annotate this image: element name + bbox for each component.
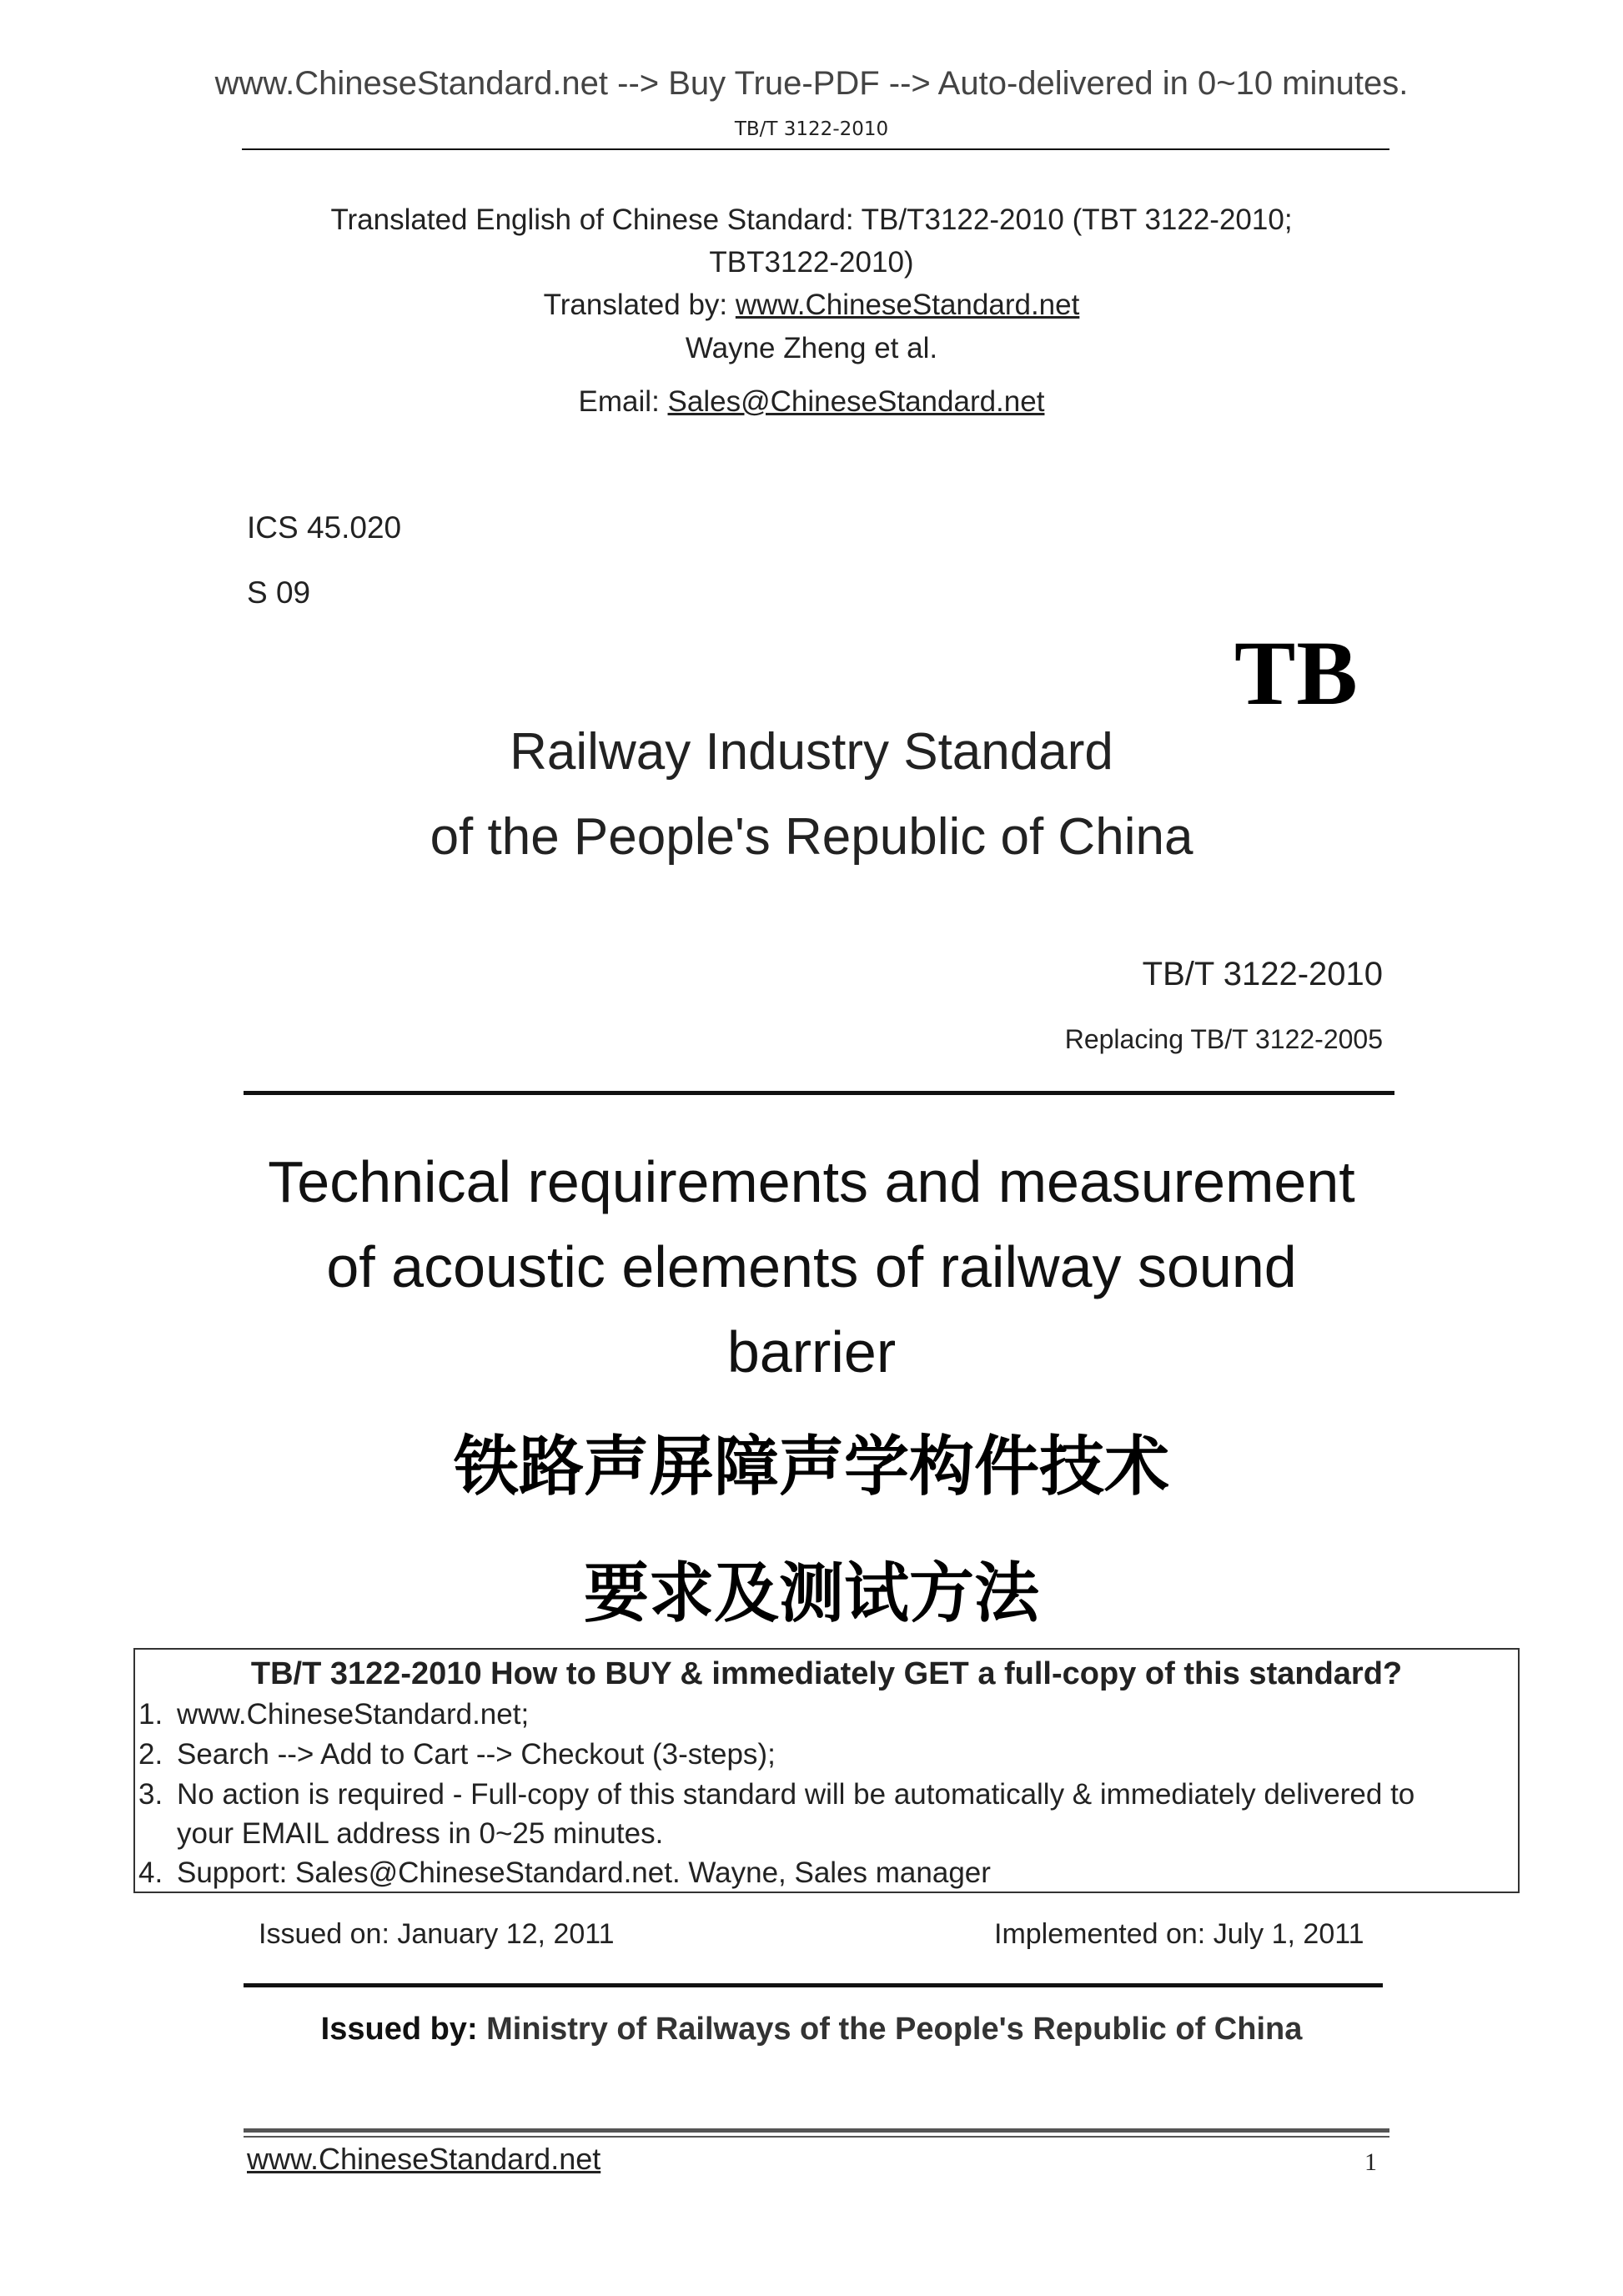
purchase-info-box (133, 1648, 1520, 1893)
purchase-step (138, 1738, 776, 1771)
standard-code: TB/T 3122-2010 (1142, 956, 1383, 992)
email-line (0, 385, 1623, 419)
page-number: 1 (1364, 2148, 1377, 2176)
purchase-step-continued (138, 1817, 663, 1851)
title-en-line-2: of acoustic elements of railway sound (326, 1234, 1297, 1299)
title-en-line-3: barrier (726, 1319, 897, 1384)
dates-divider (244, 1983, 1383, 1987)
translated-by (0, 289, 1623, 322)
title-cn-line-1: 铁路声屏障声学构件技术 (453, 1429, 1169, 1505)
step-text: No action is required - Full-copy of this standard will be automatically & immediately delivered to (177, 1778, 1415, 1811)
footer-divider-thick (244, 2128, 1389, 2133)
email-label: Email: (578, 385, 668, 418)
translated-by-link[interactable]: www.ChineseStandard.net (735, 289, 1080, 321)
ics-code: ICS 45.020 (247, 510, 402, 545)
step-number: 2. (138, 1738, 163, 1771)
translation-line-1: Translated English of Chinese Standard: TB/T3122-2010 (TBT 3122-2010; (330, 203, 1293, 236)
step-text[interactable]: www.ChineseStandard.net; (177, 1698, 530, 1731)
tb-logo: TB (1234, 622, 1359, 724)
purchase-step (138, 1698, 529, 1731)
issued-on-date: Issued on: January 12, 2011 (259, 1918, 615, 1950)
issued-by-label: Issued by: (320, 2012, 487, 2047)
translation-line-2: TBT3122-2010) (709, 246, 914, 279)
translators: Wayne Zheng et al. (685, 332, 938, 364)
email-link[interactable]: Sales@ChineseStandard.net (667, 385, 1045, 418)
running-header: TB/T 3122-2010 (734, 118, 889, 140)
footer-divider-thin (244, 2136, 1389, 2138)
step-text: Search --> Add to Cart --> Checkout (3-steps); (177, 1738, 776, 1771)
issued-by (0, 2012, 1623, 2047)
header-divider (242, 148, 1389, 150)
footer-link[interactable]: www.ChineseStandard.net (247, 2142, 601, 2176)
top-banner: www.ChineseStandard.net --> Buy True-PDF --> Auto-delivered in 0~10 minutes. (214, 65, 1409, 102)
step-text: Support: Sales@ChineseStandard.net. Wayne, Sales manager (177, 1856, 991, 1889)
purchase-step (138, 1778, 1414, 1811)
replacing-standard: Replacing TB/T 3122-2005 (1064, 1024, 1383, 1054)
step-number: 1. (138, 1698, 163, 1731)
translated-by-label: Translated by: (543, 289, 736, 321)
step-number: 4. (138, 1856, 163, 1889)
title-cn-line-2: 要求及测试方法 (583, 1556, 1039, 1631)
issuing-authority: Ministry of Railways of the People's Republic of China (486, 2012, 1303, 2047)
step-text: your EMAIL address in 0~25 minutes. (177, 1817, 664, 1850)
standard-type-line-2: of the People's Republic of China (430, 808, 1193, 866)
purchase-step (138, 1856, 991, 1890)
title-divider (244, 1091, 1394, 1095)
implemented-on-date: Implemented on: July 1, 2011 (994, 1918, 1364, 1950)
ccs-code: S 09 (247, 575, 311, 610)
step-number: 3. (138, 1778, 163, 1811)
standard-type-line-1: Railway Industry Standard (510, 723, 1113, 781)
title-en-line-1: Technical requirements and measurement (268, 1149, 1355, 1214)
purchase-box-title: TB/T 3122-2010 How to BUY & immediately GET a full-copy of this standard? (250, 1656, 1403, 1691)
